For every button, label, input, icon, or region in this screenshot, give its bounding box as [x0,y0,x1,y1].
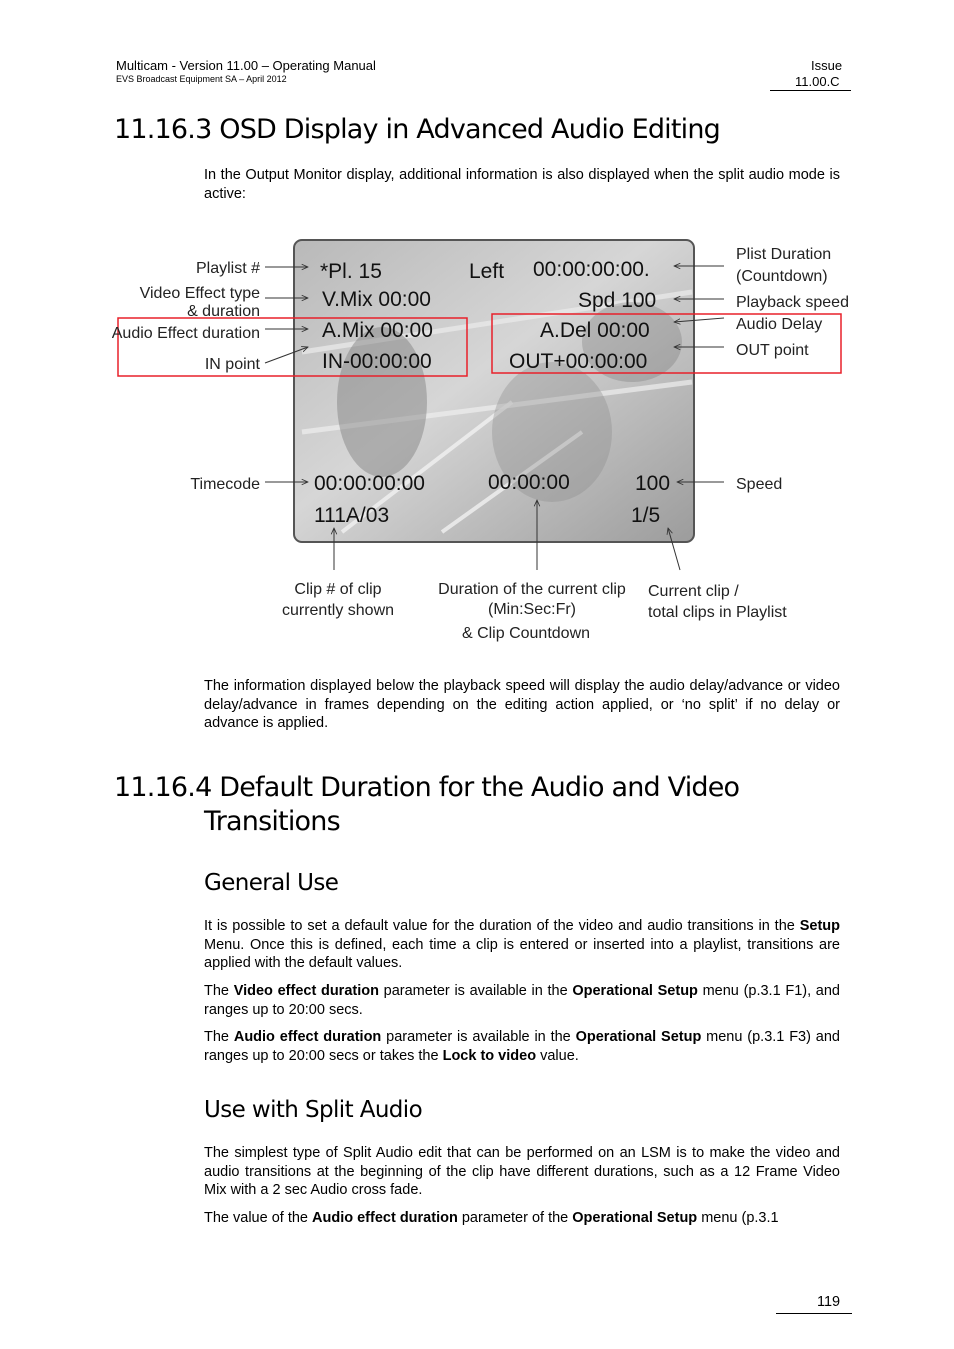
osd-adel: A.Del 00:00 [540,319,650,342]
osd-timecode: 00:00:00:00 [314,472,425,495]
label-duration-3: & Clip Countdown [461,625,591,642]
general-use-paragraph-3: The Audio effect duration parameter is available in the Operational Setup menu (p.3.1 F3) and ranges up to 20:00 secs or takes the Lock to video value. [204,1029,840,1064]
subheading-split-audio: Use with Split Audio [204,1097,423,1123]
osd-out-point: OUT+00:00:00 [509,350,648,373]
after-figure-paragraph: The information displayed below the playback speed will display the audio delay/advance or video delay/advance in frames depending on the editing action applied, or ‘no split’ if no delay or advance is applied. [204,678,840,731]
section-heading-default-duration: 11.16.4 Default Duration for the Audio and Video [114,772,740,803]
label-audio-delay: Audio Delay [736,316,823,333]
osd-diagram [112,232,852,652]
header-rule [770,90,851,91]
label-duration-1: Duration of the current clip [438,581,626,598]
general-use-paragraph-1: It is possible to set a default value for the duration of the video and audio transitions in the Setup Menu. Once this is defined, each time a clip is entered or inserted into a playlist, transitions are applied with the default values. [204,918,840,971]
label-plist-duration-1: Plist Duration [736,246,832,263]
issue-number: 11.00.C [795,74,840,89]
label-video-effect-2: & duration [187,303,260,320]
label-out-point: OUT point [736,342,809,359]
label-in-point: IN point [204,356,260,373]
document-subtitle: EVS Broadcast Equipment SA – April 2012 [116,74,287,84]
section-heading-osd: 11.16.3 OSD Display in Advanced Audio Editing [114,114,721,145]
osd-clip: 111A/03 [314,504,390,527]
osd-left-value: 00:00:00:00. [533,258,650,281]
monitor-screen [294,240,694,542]
osd-left-label: Left [469,260,505,283]
osd-in-point: IN-00:00:00 [322,350,432,373]
label-audio-effect-duration: Audio Effect duration [112,325,260,342]
osd-diagram-svg [112,232,852,652]
footer-rule [776,1313,852,1314]
split-audio-paragraph-1: The simplest type of Split Audio edit that can be performed on an LSM is to make the video and audio transitions at the beginning of the clip have different durations, such as a 12 Frame Video Mix with a 2 sec Audio cross fade. [204,1145,840,1198]
split-audio-paragraph-2: The value of the Audio effect duration parameter of the Operational Setup menu (p.3.1 [204,1210,779,1226]
section-heading-default-duration-line2: Transitions [204,806,340,837]
label-playback-speed: Playback speed [736,294,849,311]
osd-clips-count: 1/5 [631,504,661,527]
label-clip-no-2: currently shown [281,602,395,619]
intro-paragraph: In the Output Monitor display, additional information is also displayed when the split audio mode is active: [204,167,840,202]
label-speed: Speed [736,476,783,493]
label-timecode: Timecode [190,476,260,493]
subheading-general-use: General Use [204,870,339,896]
label-current-clip-2: total clips in Playlist [648,604,787,621]
label-plist-duration-2: (Countdown) [736,268,828,285]
label-clip-no-1: Clip # of clip [294,581,382,598]
document-title: Multicam - Version 11.00 – Operating Manual [116,58,376,73]
issue-label: Issue [811,58,843,73]
label-current-clip-1: Current clip / [648,583,739,600]
page-number: 119 [817,1294,841,1310]
label-video-effect-1: Video Effect type [139,285,260,302]
osd-amix: A.Mix 00:00 [322,319,433,342]
label-duration-2: (Min:Sec:Fr) [488,601,576,618]
osd-playlist: *Pl. 15 [320,260,382,283]
label-playlist-no: Playlist # [195,260,260,277]
osd-speed: 100 [635,472,671,495]
general-use-paragraph-2: The Video effect duration parameter is available in the Operational Setup menu (p.3.1 F1), and ranges up to 20:00 secs. [204,983,840,1018]
osd-vmix: V.Mix 00:00 [322,288,431,311]
osd-duration: 00:00:00 [488,471,570,494]
osd-spd: Spd 100 [578,289,657,312]
